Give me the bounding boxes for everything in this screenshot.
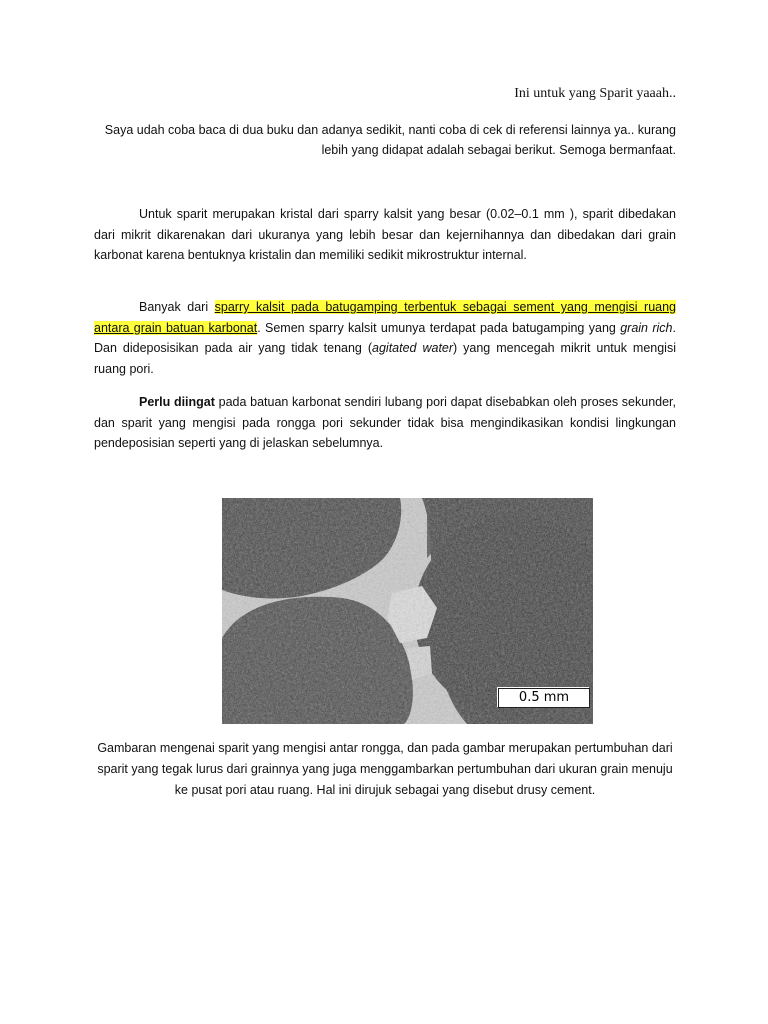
italic-term: agitated water (372, 341, 454, 355)
paragraph-note (94, 392, 676, 454)
bold-term: Perlu diingat (139, 395, 215, 409)
paragraph-text-lead: Banyak dari (139, 300, 215, 314)
paragraph-text: . Dan dideposisikan pada air yang tidak tenang ( (94, 320, 676, 355)
paragraph-text: Untuk sparit merupakan kristal dari sparry kalsit yang besar (0.02–0.1 mm ), sparit dibedakan dari mikrit dikarenakan dari ukuranya yang lebih besar dan kejernihannya dan dibedakan dari grain karbonat karena bentuknya kristalin dan memiliki sedikit mikrostruktur internal. (94, 207, 676, 262)
micrograph-image (222, 498, 593, 724)
scale-bar: 0.5 mm (498, 688, 590, 708)
paragraph-sparit-definition (94, 204, 676, 266)
paragraph-text: pada batuan karbonat sendiri lubang pori dapat disebabkan oleh proses sekunder, dan sparit yang mengisi pada rongga pori sekunder tidak bisa mengindikasikan kondisi lingkungan pendeposisian seperti yang di jelaskan sebelumnya. (94, 395, 676, 450)
page-title: Ini untuk yang Sparit yaaah.. (514, 86, 676, 101)
highlighted-text: sparry kalsit pada batugamping terbentuk sebagai sement yang mengisi ruang antara grain batuan karbonat (94, 300, 677, 335)
paragraph-sparry-calcite (94, 297, 676, 379)
figure-caption: Gambaran mengenai sparit yang mengisi antar rongga, dan pada gambar merupakan pertumbuhan dari sparit yang tegak lurus dari grainnya yang juga menggambarkan pertumbuhan dari ukuran grain menuju ke pusat pori atau ruang. Hal ini dirujuk sebagai yang disebut drusy cement. (97, 741, 673, 797)
paragraph-text: ) yang mencegah mikrit untuk mengisi ruang pori. (94, 341, 676, 376)
italic-term: grain rich (620, 320, 673, 335)
intro-paragraph: Saya udah coba baca di dua buku dan adanya sedikit, nanti coba di cek di referensi lainnya ya.. kurang lebih yang didapat adalah sebagai berikut. Semoga bermanfaat. (104, 123, 676, 157)
paragraph-text: . Semen sparry kalsit umunya terdapat pada batugamping yang (257, 320, 621, 335)
